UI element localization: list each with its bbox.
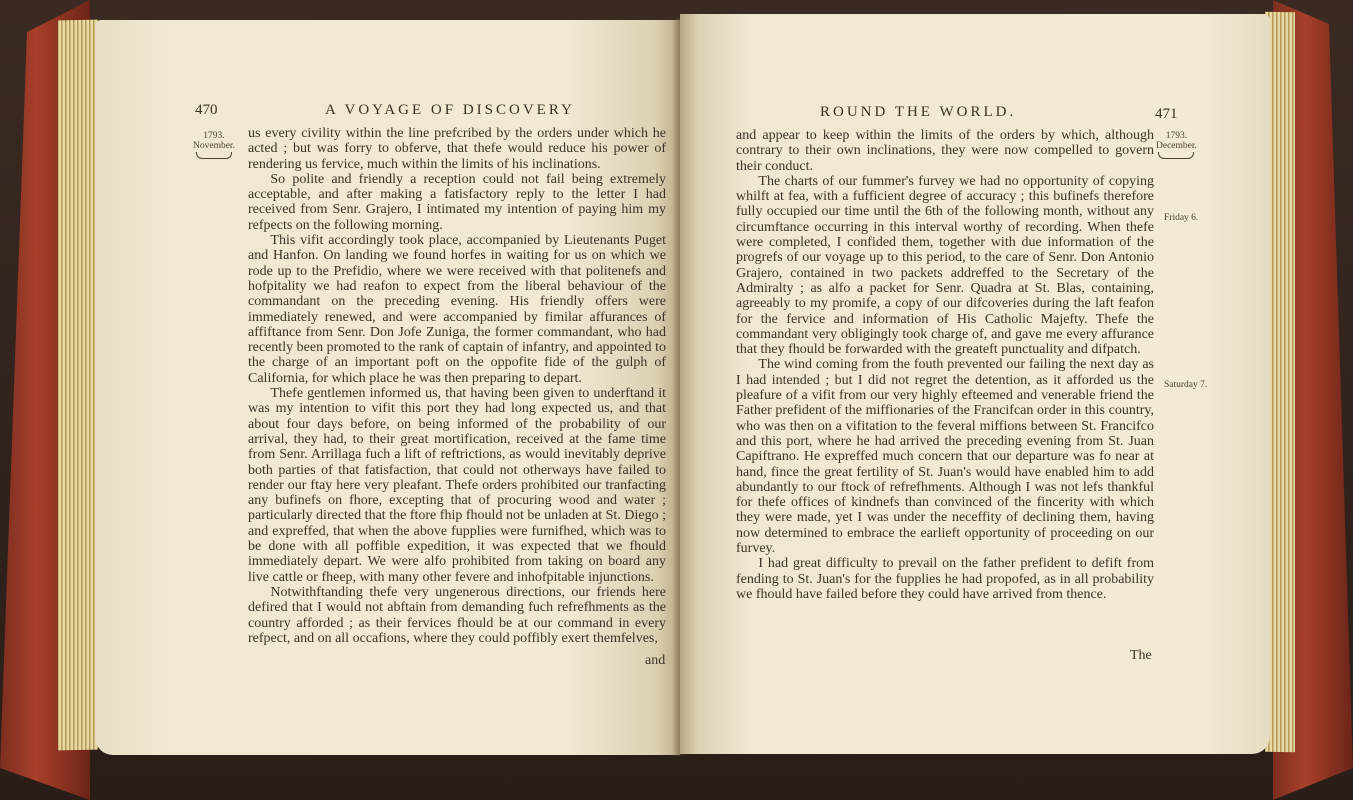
right-page — [680, 14, 1270, 754]
margin-date-friday: Friday 6. — [1164, 213, 1199, 223]
margin-month-right: December. — [1156, 141, 1197, 151]
left-page-edges — [58, 20, 98, 751]
catchword-right: The — [1130, 648, 1152, 663]
running-head-right: ROUND THE WORLD. — [820, 104, 1017, 120]
left-page — [95, 20, 680, 755]
paragraph: The charts of our fummer's furvey we had no opportunity of copying whilft at fea, with a fufficient degree of accuracy ; this bufinefs therefore fully occupied our time until the 6th of the following month, without any circumftance occurring in this interval worthy of recording. When thefe were completed, I confided them, together with due information of the progrefs of our voyage up to this period, to the care of Senr. Don Antonio Grajero, contained in two packets addreffed to the Secretary of the Admiralty ; as alfo a packet for Senr. Quadra at St. Blas, containing, agreeably to my promife, a copy of our difcoveries during the laft feafon for the fervice and information of His Catholic Majefty. Thefe the commandant very obligingly took charge of, and gave me every affurance that they fhould be forwarded with the greateft punctuality and difpatch. — [736, 173, 1154, 358]
margin-date-left — [193, 131, 235, 159]
catchword-left: and — [645, 653, 666, 668]
paragraph: Notwithftanding thefe very ungenerous directions, our friends here defired that I would not abftain from demanding fuch refrefhments as the country afforded ; as their fervices fhould be at our command in every refpect, and on all occafions, where they could poffibly exert themfelves, — [248, 584, 666, 646]
margin-date-right — [1156, 131, 1197, 159]
paragraph: The wind coming from the fouth prevented our failing the next day as I had intended ; but I did not regret the detention, as it afforded us the pleafure of a vifit from our very highly efteemed and venerable friend the Father prefident of the miffionaries of the Francifcan order in this country, who was then on a vifitation to the feveral miffions between St. Francifco and this port, where he had arrived the preceding evening from St. Juan Capiftrano. He expreffed much concern that our departure was fo near at hand, fince the great fertility of St. Juan's would have enabled him to add abundantly to our ftock of refrefhments. Although I was not lefs thankful for thefe offices of kindnefs than convinced of the fincerity with which they were made, yet I was under the neceffity of declining them, having now determined to embrace the earlieft opportunity of proceeding on our furvey. — [736, 357, 1154, 557]
right-page-text — [736, 128, 1154, 602]
page-number-right: 471 — [1155, 106, 1178, 122]
paragraph: us every civility within the line prefcribed by the orders under which he acted ; but was forry to obferve, that thefe would reduce his power of rendering us fervice, much within the limits of his inclinations. — [248, 126, 666, 172]
running-head-left: A VOYAGE OF DISCOVERY — [325, 102, 575, 118]
page-number-left: 470 — [195, 102, 218, 118]
margin-date-saturday: Saturday 7. — [1164, 380, 1208, 390]
margin-month-left: November. — [193, 141, 235, 151]
margin-year-left: 1793. — [203, 131, 225, 141]
paragraph: Thefe gentlemen informed us, that having been given to underftand it was my intention to vifit this port they had long expected us, and that about four days before, on being informed of the probability of our arrival, they had, to their great mortification, received at the fame time from Senr. Arrillaga fuch a lift of reftrictions, as would inevitably deprive both parties of that fatisfaction, that could not otherways have failed to render our ftay here very pleafant. Thefe orders prohibited our tranfacting any bufinefs on fhore, excepting that of procuring wood and water ; particularly directed that the ftore fhip fhould not be unladen at St. Diego ; and expreffed, that when the above fupplies were furnifhed, which was to be done with all poffible expedition, it was expected that we fhould immediately depart. We were alfo prohibited from taking on board any live cattle or fheep, with many other fevere and inhofpitable injunctions. — [248, 386, 666, 585]
paragraph: I had great difficulty to prevail on the father prefident to defift from fending to St. Juan's for the fupplies he had propofed, as in all probability we fhould have failed before they could have arrived from thence. — [736, 556, 1154, 602]
paragraph: So polite and friendly a reception could not fail being extremely acceptable, and after making a fatisfactory reply to the letter I had received from Senr. Grajero, I intimated my intention of paying him my refpects on the following morning. — [248, 171, 666, 233]
paragraph: This vifit accordingly took place, accompanied by Lieutenants Puget and Hanfon. On landing we found horfes in waiting for us on which we rode up to the Prefidio, where we were received with that politenefs and hofpitality we had reafon to expect from the liberal behaviour of the commandant on the preceding evening. His friendly offers were immediately renewed, and were accompanied by fimilar affurances of affiftance from Senr. Don Jofe Zuniga, the former commandant, who had recently been promoted to the rank of captain of infantry, and appointed to the charge of an important poft on the oppofite fide of the gulph of California, for which place he was then preparing to depart. — [248, 233, 666, 386]
paragraph: and appear to keep within the limits of the orders by which, although contrary to their own inclinations, they were now compelled to govern their conduct. — [736, 128, 1154, 174]
margin-brace-right — [1158, 152, 1194, 159]
margin-year-right: 1793. — [1165, 131, 1188, 141]
margin-brace-left — [196, 152, 232, 159]
left-page-text — [248, 126, 666, 646]
